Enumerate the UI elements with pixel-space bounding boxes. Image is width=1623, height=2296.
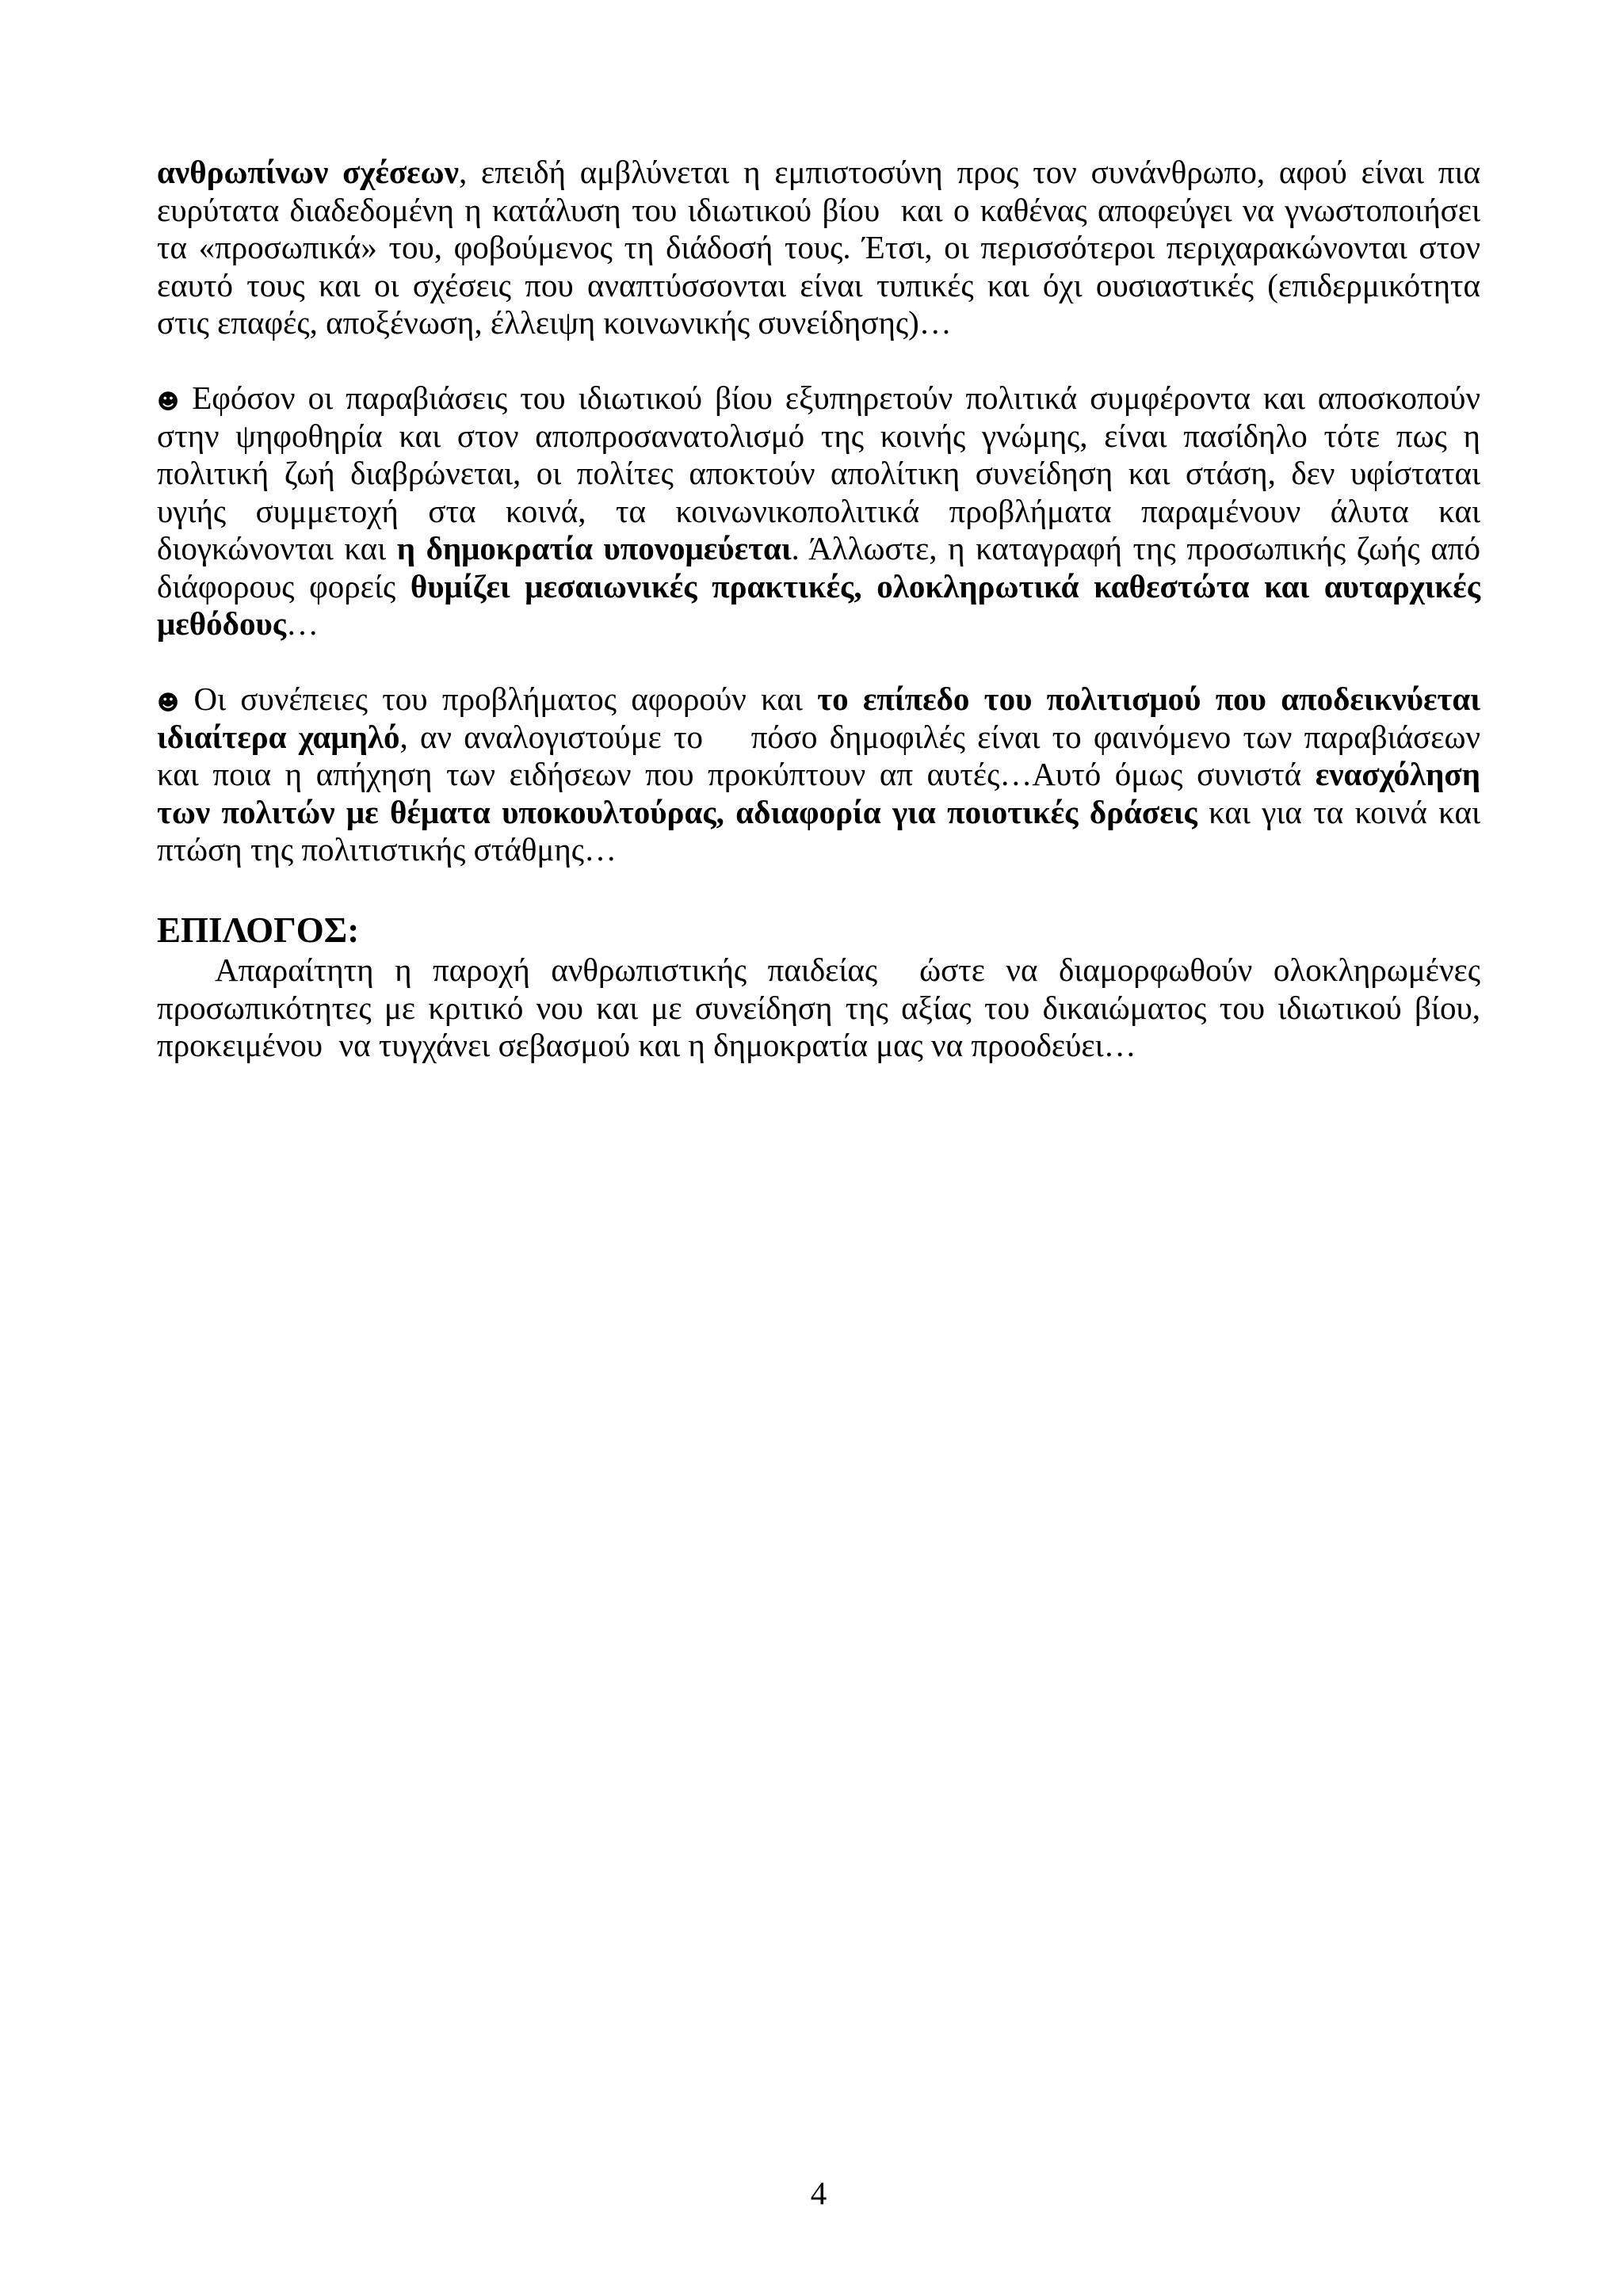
text-run: , αν αναλογιστούμε το πόσο δημοφιλές είναι το φαινόμενο των παραβιάσεων bbox=[399, 718, 1480, 755]
text-line bbox=[157, 990, 1480, 1028]
text-line bbox=[157, 493, 1480, 531]
text-line bbox=[157, 719, 1480, 757]
bold-text-run: μεθόδους bbox=[157, 605, 287, 642]
text-line bbox=[157, 681, 1480, 719]
bold-text-run: ενασχόληση bbox=[1315, 756, 1480, 792]
text-line bbox=[157, 831, 1480, 869]
text-line bbox=[157, 379, 1480, 418]
text-line bbox=[157, 154, 1480, 192]
bold-text-run: η δημοκρατία υπονομεύεται bbox=[396, 530, 792, 566]
paragraph-culture-level bbox=[157, 681, 1480, 869]
page-number: 4 bbox=[810, 2175, 827, 2211]
text-line bbox=[157, 952, 1480, 990]
text-run: ευρύτατα διαδεδομένη η κατάλυση του ιδιωτικού βίου και ο καθένας αποφεύγει να γνωστοποιήσει bbox=[157, 191, 1480, 228]
text-run: υγιής συμμετοχή στα κοινά, τα κοινωνικοπολιτικά προβλήματα παραμένουν άλυτα και bbox=[157, 492, 1480, 529]
text-line bbox=[157, 794, 1480, 832]
text-run: διογκώνονται και bbox=[157, 530, 397, 566]
text-run: και για τα κοινά και bbox=[1197, 793, 1480, 830]
text-run: … bbox=[286, 605, 319, 642]
text-run: Απαραίτητη η παροχή ανθρωπιστικής παιδείας ώστε να διαμορφωθούν ολοκληρωμένες bbox=[215, 952, 1480, 988]
epilogue-heading: ΕΠΙΛΟΓΟΣ: bbox=[157, 910, 360, 950]
text-run: διάφορους φορείς bbox=[157, 567, 411, 605]
bold-text-run: ανθρωπίνων σχέσεων bbox=[157, 154, 459, 190]
text-line bbox=[157, 229, 1480, 267]
paragraph-political-life bbox=[157, 379, 1480, 643]
paragraph-epilogue bbox=[157, 952, 1480, 1065]
smiley-bullet-icon: ☻ bbox=[157, 691, 180, 715]
text-line bbox=[157, 304, 1480, 342]
text-run: εαυτό τους και οι σχέσεις που αναπτύσσονται είναι τυπικές και όχι ουσιαστικές (επιδερμικότητα bbox=[157, 266, 1480, 303]
text-line bbox=[157, 1027, 1480, 1065]
text-run: , επειδή αμβλύνεται η εμπιστοσύνη προς τον συνάνθρωπο, αφού είναι πια bbox=[458, 154, 1481, 190]
text-run: στην ψηφοθηρία και στον αποπροσανατολισμό της κοινής γνώμης, είναι πασίδηλο τότε πως η bbox=[157, 417, 1480, 454]
bold-text-run: το επίπεδο του πολιτισμού που αποδεικνύεται bbox=[817, 681, 1480, 717]
body-text bbox=[157, 154, 1480, 1065]
text-line bbox=[157, 530, 1480, 568]
text-line bbox=[157, 267, 1480, 305]
text-run: πτώση της πολιτιστικής στάθμης… bbox=[157, 831, 617, 868]
text-line bbox=[157, 605, 1480, 643]
bold-text-run: θυμίζει μεσαιωνικές πρακτικές, ολοκληρωτικά καθεστώτα και αυταρχικές bbox=[410, 567, 1480, 605]
text-run: . Άλλωστε, η καταγραφή της προσωπικής ζωής από bbox=[791, 530, 1480, 566]
text-run: στις επαφές, αποξένωση, έλλειψη κοινωνικής συνείδησης)… bbox=[157, 304, 952, 341]
text-run: προσωπικότητες με κριτικό νου και με συνείδηση της αξίας του δικαιώματος του ιδιωτικού βίου, bbox=[157, 989, 1480, 1026]
text-run: και ποια η απήχηση των ειδήσεων που προκύπτουν απ αυτές…Αυτό όμως συνιστά bbox=[157, 756, 1316, 792]
bold-text-run: των πολιτών με θέματα υποκουλτούρας, αδιαφορία για ποιοτικές δράσεις bbox=[157, 793, 1197, 830]
text-line bbox=[157, 418, 1480, 456]
text-run: τα «προσωπικά» του, φοβούμενος τη διάδοσή τους. Έτσι, οι περισσότεροι περιχαρακώνονται στον bbox=[157, 229, 1480, 265]
text-line bbox=[157, 568, 1480, 606]
text-run: πολιτική ζωή διαβρώνεται, οι πολίτες αποκτούν απολίτικη συνείδηση και στάση, δεν υφίσταται bbox=[157, 455, 1480, 491]
text-run: Οι συνέπειες του προβλήματος αφορούν και bbox=[179, 681, 818, 717]
text-line bbox=[157, 192, 1480, 230]
paragraph-human-relations bbox=[157, 154, 1480, 342]
text-run: προκειμένου να τυγχάνει σεβασμού και η δημοκρατία μας να προοδεύει… bbox=[157, 1027, 1136, 1063]
text-line bbox=[157, 455, 1480, 493]
text-line bbox=[157, 756, 1480, 794]
smiley-bullet-icon: ☻ bbox=[157, 390, 180, 414]
text-run: Εφόσον οι παραβιάσεις του ιδιωτικού βίου εξυπηρετούν πολιτικά συμφέροντα και αποσκοπούν bbox=[179, 379, 1480, 416]
bold-text-run: ιδιαίτερα χαμηλό bbox=[157, 718, 400, 755]
